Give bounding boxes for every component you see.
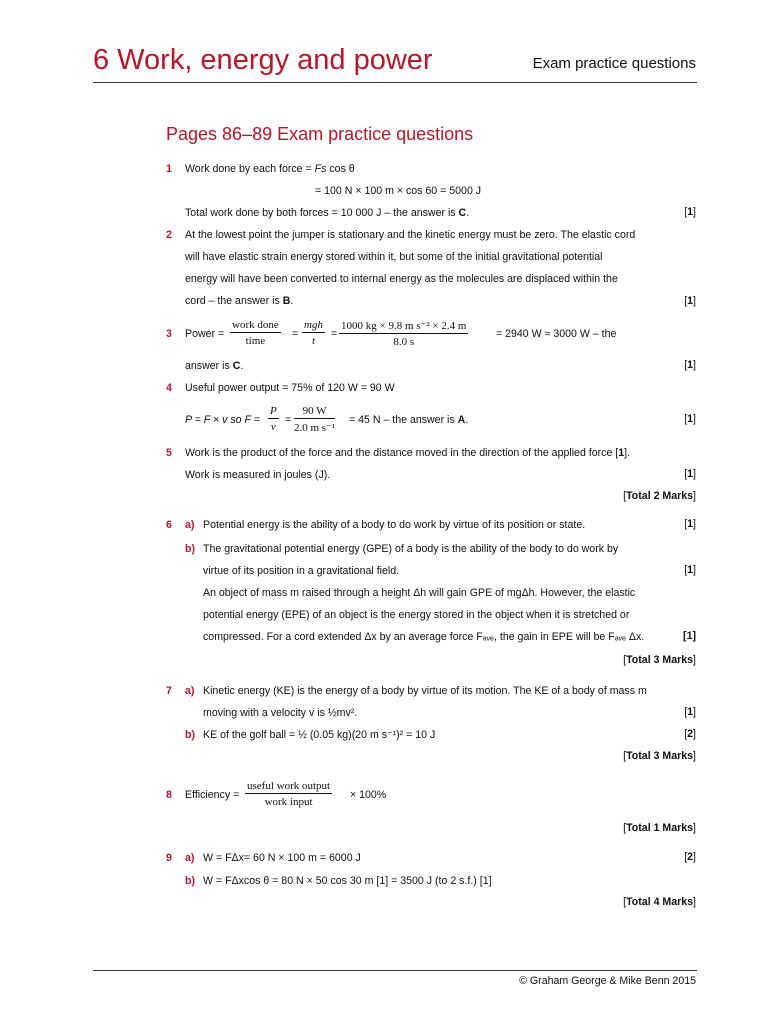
q7-a-mark: [1] xyxy=(684,706,696,718)
header-rule xyxy=(93,82,697,83)
q2-line4: cord – the answer is B. xyxy=(185,295,294,307)
q3-eq2: = xyxy=(331,328,338,340)
q7-a-line1: Kinetic energy (KE) is the energy of a body by virtue of its motion. The KE of a body of mass m xyxy=(203,685,647,697)
q1-number: 1 xyxy=(166,163,172,175)
q7-total: [Total 3 Marks] xyxy=(623,750,696,762)
q9-number: 9 xyxy=(166,852,172,864)
q2-line2: will have elastic strain energy stored within it, but some of the initial gravitational potential xyxy=(185,251,603,263)
q1-line2: = 100 N × 100 m × cos 60 = 5000 J xyxy=(315,185,482,197)
q5-mark: [1] xyxy=(684,468,696,480)
q3-mark: [1] xyxy=(684,359,696,371)
q6-b-line5: compressed. For a cord extended Δx by an average force Fₐᵥₑ, the gain in EPE will be Fₐᵥₑ Δx. xyxy=(203,631,645,643)
q3-eq1: = xyxy=(292,328,299,340)
q3-number: 3 xyxy=(166,328,172,340)
q3-fraction-mgh: mgh t xyxy=(304,319,323,347)
q9-b-text: W = FΔxcos θ = 80 N × 50 cos 30 m [1] = 3500 J (to 2 s.f.) [1] xyxy=(203,875,492,887)
q5-line1: Work is the product of the force and the distance moved in the direction of the applied force [1]. xyxy=(185,447,631,459)
q4-line1: Useful power output = 75% of 120 W = 90 W xyxy=(185,382,395,394)
q4-fraction-pv: $\frac{P}{v}$ xyxy=(270,405,277,433)
q8-prefix: Efficiency = xyxy=(185,789,240,801)
q6-b-line4: potential energy (EPE) of an object is the energy stored in the object when it is stretched or xyxy=(203,609,630,621)
page-subtitle: Exam practice questions xyxy=(532,55,696,72)
q7-a-label: a) xyxy=(185,685,195,697)
q2-line3: energy will have been converted to internal energy as the molecules are displaced within the xyxy=(185,273,618,285)
q8-suffix: × 100% xyxy=(350,789,387,801)
q4-line2-prefix: P = F × v so F = xyxy=(185,414,260,426)
footer-rule xyxy=(93,970,697,971)
q6-a-text: Potential energy is the ability of a body to do work by virtue of its position or state. xyxy=(203,519,586,531)
q4-line2-result: = 45 N – the answer is A. xyxy=(349,414,469,426)
q7-number: 7 xyxy=(166,685,172,697)
q4-eq: = xyxy=(285,414,292,426)
q1-mark: [1] xyxy=(684,206,696,218)
q5-line2: Work is measured in joules (J). xyxy=(185,469,331,481)
q4-fraction-numeric: $\frac{90 W}{\text{2.0 m s⁻¹}}$ xyxy=(294,405,336,434)
q3-fraction-numeric: $\frac{\text{1000 kg × 9.8 m s⁻² × 2.4 m}}{8.0 s}$ xyxy=(341,320,467,348)
q5-total: [Total 2 Marks] xyxy=(623,490,696,502)
q7-b-label: b) xyxy=(185,729,195,741)
q6-a-label: a) xyxy=(185,519,195,531)
q6-b-line3: An object of mass m raised through a height Δh will gain GPE of mgΔh. However, the elastic xyxy=(203,587,636,599)
q6-number: 6 xyxy=(166,519,172,531)
q9-a-mark: [2] xyxy=(684,851,696,863)
q8-fraction: useful work output work input xyxy=(247,780,331,808)
q4-mark: [1] xyxy=(684,413,696,425)
q1-line3: Total work done by both forces = 10 000 J – the answer is C. xyxy=(185,207,470,219)
q5-number: 5 xyxy=(166,447,172,459)
q6-b-label: b) xyxy=(185,543,195,555)
q9-total: [Total 4 Marks] xyxy=(623,896,696,908)
q6-b-mark: [1] xyxy=(684,564,696,576)
q9-b-label: b) xyxy=(185,875,195,887)
q6-b-line1: The gravitational potential energy (GPE) of a body is the ability of the body to do work by xyxy=(203,543,619,555)
q2-line1: At the lowest point the jumper is stationary and the kinetic energy must be zero. The elastic cord xyxy=(185,229,636,241)
q4-number: 4 xyxy=(166,382,172,394)
q8-number: 8 xyxy=(166,789,172,801)
q3-result: = 2940 W ≈ 3000 W – the xyxy=(496,328,617,340)
q7-b-mark: [2] xyxy=(684,728,696,740)
q1-line1: Work done by each force = Fs cos θ xyxy=(185,163,355,175)
page-title: 6 Work, energy and power xyxy=(93,44,433,76)
q7-b-text: KE of the golf ball = ½ (0.05 kg)(20 m s⁻¹)² = 10 J xyxy=(203,729,436,741)
q3-line2: answer is C. xyxy=(185,360,244,372)
q3-fraction-workdone: work done time xyxy=(232,319,279,347)
q3-prefix: Power = xyxy=(185,328,225,340)
section-title: Pages 86–89 Exam practice questions xyxy=(166,124,474,144)
q6-b-line2: virtue of its position in a gravitational field. xyxy=(203,565,400,577)
q8-total: [Total 1 Marks] xyxy=(623,822,696,834)
q9-a-text: W = FΔx= 60 N × 100 m = 6000 J xyxy=(203,852,361,864)
q7-a-line2: moving with a velocity v is ½mv². xyxy=(203,707,358,719)
q6-b-line5-mark: [1] xyxy=(683,630,696,642)
q9-a-label: a) xyxy=(185,852,195,864)
q6-a-mark: [1] xyxy=(684,518,696,530)
q2-mark: [1] xyxy=(684,295,696,307)
footer-copyright: © Graham George & Mike Benn 2015 xyxy=(519,975,696,987)
q6-total: [Total 3 Marks] xyxy=(623,654,696,666)
q2-number: 2 xyxy=(166,229,172,241)
